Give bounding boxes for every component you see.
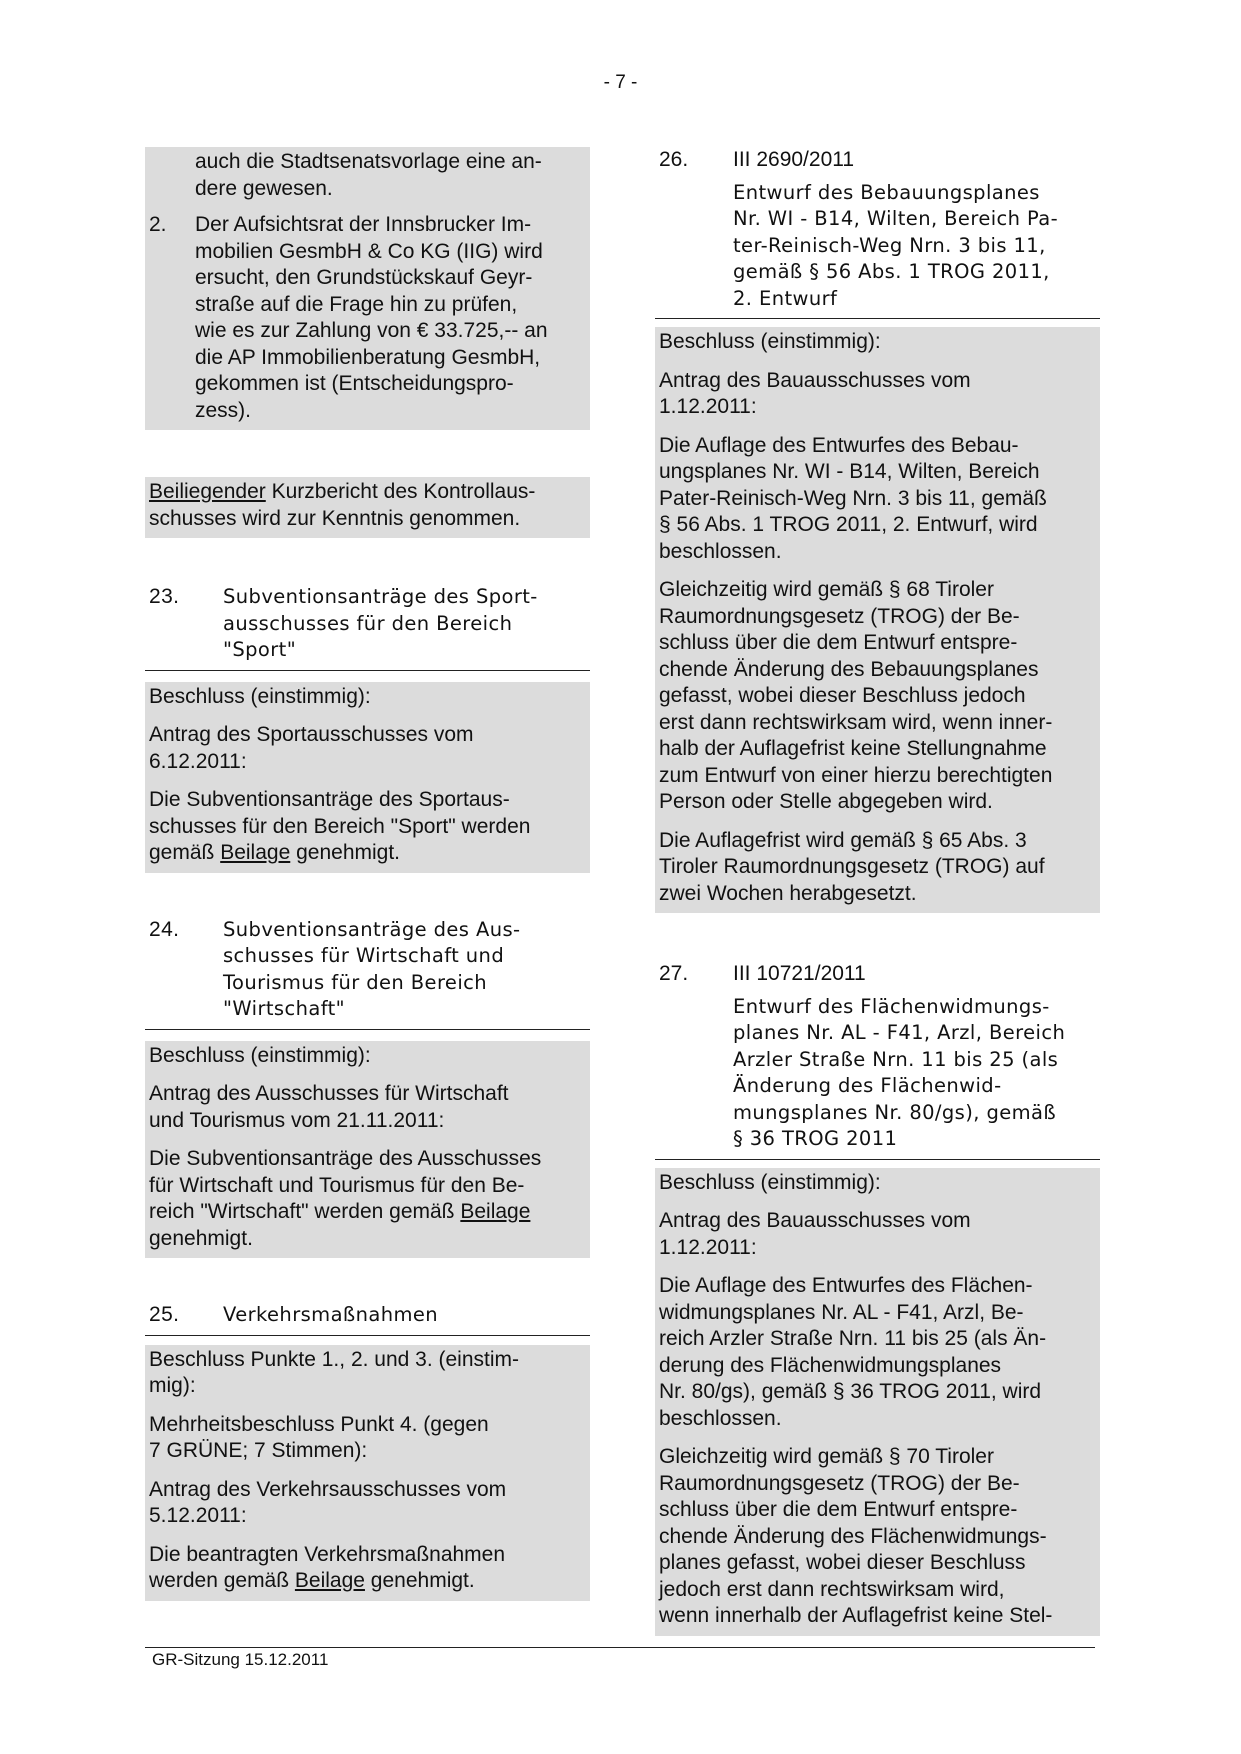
footer-divider (145, 1647, 1095, 1648)
beschluss-label: Beschluss (einstimmig): (659, 330, 881, 353)
point-number: 2. (149, 213, 167, 236)
left-column (145, 147, 590, 1601)
file-reference: III 2690/2011 (733, 148, 855, 171)
beilage-link[interactable]: Beilage (294, 1569, 365, 1592)
item-25-heading: 25. Verkehrsmaßnahmen (145, 1302, 590, 1336)
item-24-heading: 24. Subventionsanträge des Aus- schusses für Wirtschaft und Tourismus für den Bereich "Wirtschaft" (145, 917, 590, 1030)
item-23-decision: Beschluss (einstimmig): Antrag des Sportausschusses vom 6.12.2011: Die Subventionsanträge des Sportaus- schusses für den Bereich "Sport" werden gemäß Beilage genehmigt. (145, 682, 590, 873)
item-27-heading: 27. III 10721/2011 Entwurf des Flächenwidmungs- planes Nr. AL - F41, Arzl, Bereich Arzler Straße Nrn. 11 bis 25 (als Änderung des Flächenwid- mungsplanes Nr. 80/gs), gemäß § 36 TROG 2011 (655, 961, 1100, 1160)
beilage-link[interactable]: Beilage (220, 841, 291, 864)
footer-session-date: GR-Sitzung 15.12.2011 (152, 1650, 329, 1669)
continuation-text: auch die Stadtsenatsvorlage eine an- dere gewesen. (195, 150, 542, 200)
beschluss-label: Beschluss (einstimmig): (659, 1170, 881, 1194)
page-number: - 7 - (603, 72, 638, 93)
item-22-continuation (145, 147, 590, 430)
item-26-heading: 26. III 2690/2011 Entwurf des Bebauungsplanes Nr. WI - B14, Wilten, Bereich Pa- ter-Reinisch-Weg Nrn. 3 bis 11, gemäß § 56 Abs. 1 TROG 2011, 2. Entwurf (655, 147, 1100, 319)
file-reference: III 10721/2011 (733, 962, 866, 985)
right-column (655, 147, 1100, 1636)
beschluss-label: Beschluss (einstimmig): (149, 1043, 371, 1067)
beilage-link[interactable]: Beiliegender (149, 480, 266, 503)
item-23-heading: 23. Subventionsanträge des Sport- ausschusses für den Bereich "Sport" (145, 584, 590, 671)
item-27-decision: Beschluss (einstimmig): Antrag des Bauausschusses vom 1.12.2011: Die Auflage des Entwurfes des Flächen- widmungsplanes Nr. AL - F41, Arzl, Be- reich Arzler Straße Nrn. 11 bis 25 (als Än- derung des Flächenwidmungsplanes Nr. 80/gs), gemäß § 36 TROG 2011, wird beschlossen. Gleichzeitig wird gemäß § 70 Tiroler Raumordnungsgesetz (TROG) der Be- schluss über die dem Entwurf entspre- chende Änderung des Flächenwidmungs- planes gefasst, wobei dieser Beschluss jedoch erst dann rechtswirksam wird, wenn innerhalb der Auflagefrist keine Stel- (655, 1168, 1100, 1636)
beilage-link[interactable]: Beilage (460, 1200, 531, 1223)
numbered-point-2: 2. Der Aufsichtsrat der Innsbrucker Im- mobilien GesmbH & Co KG (IIG) wird ersucht, den Grundstückskauf Geyr- straße auf die Frage hin zu prüfen, wie es zur Zahlung von € 33.725,-- an die AP Immobilienberatung GesmbH, gekommen ist (Entscheidungspro- zess). (149, 212, 586, 424)
item-25-decision: Beschluss Punkte 1., 2. und 3. (einstim- mig): Mehrheitsbeschluss Punkt 4. (gegen 7 GRÜNE; 7 Stimmen): Antrag des Verkehrsausschusses vom 5.12.2011: Die beantragten Verkehrsmaßnahmen werden gemäß Beilage genehmigt. (145, 1345, 590, 1601)
item-26-decision: Beschluss (einstimmig): Antrag des Bauausschusses vom 1.12.2011: Die Auflage des Entwurfes des Bebau- ungsplanes Nr. WI - B14, Wilten, Bereich Pater-Reinisch-Weg Nrn. 3 bis 11, gemäß § 56 Abs. 1 TROG 2011, 2. Entwurf, wird beschlossen. Gleichzeitig wird gemäß § 68 Tiroler Raumordnungsgesetz (TROG) der Be- schluss über die dem Entwurf entspre- chende Änderung des Bebauungsplanes gefasst, wobei dieser Beschluss jedoch erst dann rechtswirksam wird, wenn inner- halb der Auflagefrist keine Stellungnahme zum Entwurf von einer hierzu berechtigten Person oder Stelle abgegeben wird. Die Auflagefrist wird gemäß § 65 Abs. 3 Tiroler Raumordnungsgesetz (TROG) auf zwei Wochen herabgesetzt. (655, 327, 1100, 913)
item-24-decision: Beschluss (einstimmig): Antrag des Ausschusses für Wirtschaft und Tourismus vom 21.11.2011: Die Subventionsanträge des Ausschusses für Wirtschaft und Tourismus für den Be- reich "Wirtschaft" werden gemäß Beilage genehmigt. (145, 1041, 590, 1259)
beschluss-label: Beschluss (einstimmig): (149, 684, 371, 708)
kurzbericht-note: Beiliegender Kurzbericht des Kontrollaus- schusses wird zur Kenntnis genommen. (145, 477, 590, 538)
